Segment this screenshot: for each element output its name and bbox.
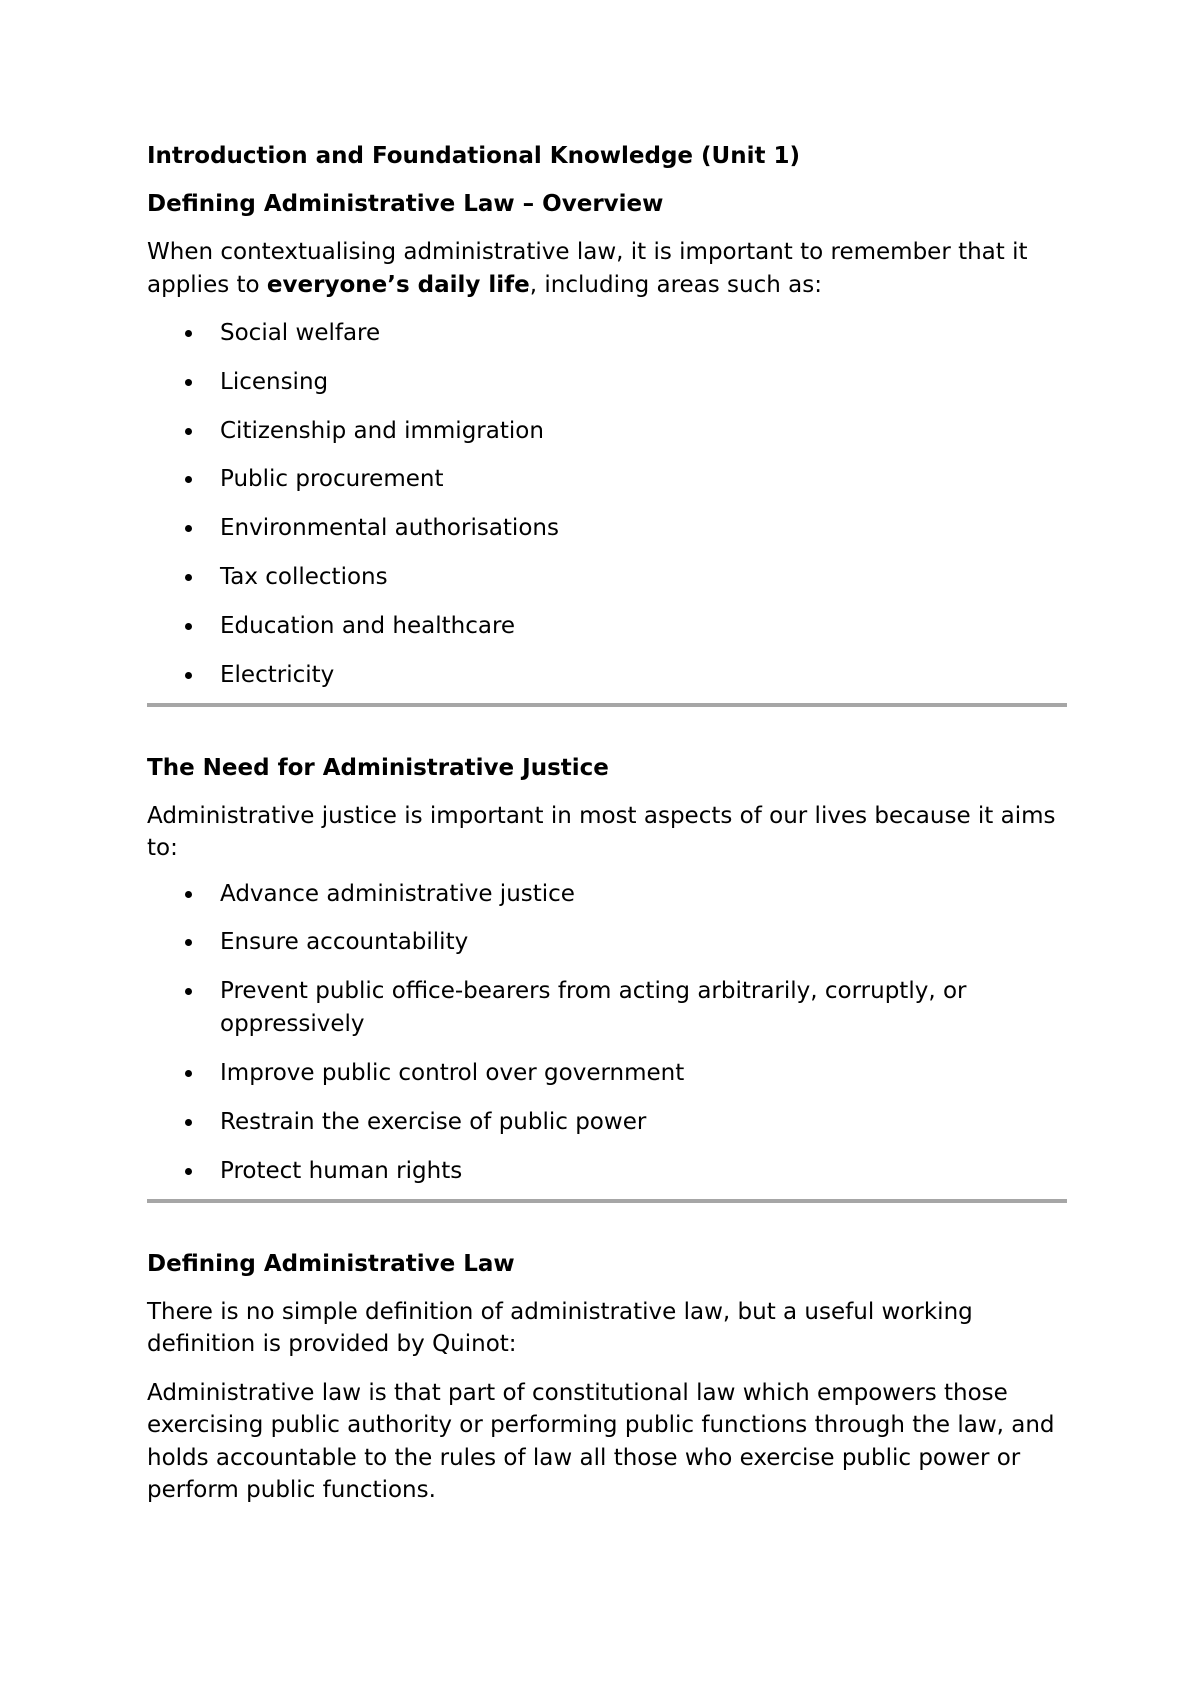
list-item — [147, 1155, 1067, 1187]
list-item — [147, 1057, 1067, 1089]
list-item-text: Prevent public office-bearers from acting arbitrarily, corruptly, or oppressively — [220, 978, 967, 1037]
need-intro-paragraph: Administrative justice is important in most aspects of our lives because it aims to: — [147, 802, 1056, 862]
list-item — [147, 415, 1067, 447]
list-item-text: Electricity — [220, 661, 335, 688]
list-item-text: Tax collections — [220, 563, 388, 590]
definition-paragraph: Administrative law is that part of constitutional law which empowers those exercising public authority or performing public functions through the law, and holds accountable to the rules of law all those who exercise public power or perform public functions. — [147, 1379, 1055, 1504]
list-item — [147, 926, 1067, 958]
bullet-icon — [185, 988, 192, 995]
bullet-icon — [185, 379, 192, 386]
list-item — [147, 878, 1067, 910]
list-item-text: Environmental authorisations — [220, 515, 559, 542]
bullet-icon — [185, 428, 192, 435]
bullet-icon — [185, 476, 192, 483]
bullet-icon — [185, 623, 192, 630]
bullet-icon — [185, 672, 192, 679]
list-item-text: Citizenship and immigration — [220, 417, 544, 444]
list-item — [147, 317, 1067, 349]
list-item — [147, 610, 1067, 642]
list-item — [147, 366, 1067, 398]
list-item-text: Restrain the exercise of public power — [220, 1108, 647, 1135]
list-item-text: Advance administrative justice — [220, 880, 575, 907]
bullet-icon — [185, 1119, 192, 1126]
bullet-icon — [185, 330, 192, 337]
list-item-text: Education and healthcare — [220, 612, 516, 639]
section-heading-need: The Need for Administrative Justice — [147, 754, 609, 781]
list-item-text: Ensure accountability — [220, 929, 469, 956]
overview-intro-paragraph — [147, 236, 1067, 301]
list-item-text: Improve public control over government — [220, 1059, 685, 1086]
list-item-text: Social welfare — [220, 320, 381, 346]
bullet-icon — [185, 525, 192, 532]
overview-areas-list — [147, 317, 1067, 691]
list-item — [147, 1106, 1067, 1138]
section-divider — [147, 1199, 1067, 1203]
overview-intro-emphasis: everyone’s daily life — [266, 271, 530, 298]
list-item — [147, 463, 1067, 495]
list-item-text: Licensing — [220, 368, 329, 395]
list-item-text: Public procurement — [220, 466, 444, 493]
list-item — [147, 561, 1067, 593]
list-item — [147, 975, 1067, 1040]
section-divider — [147, 703, 1067, 707]
overview-intro-text: When contextualising administrative law, it is important to remember that it applies to — [147, 239, 1028, 298]
bullet-icon — [185, 1070, 192, 1077]
section-heading-definition: Defining Administrative Law — [147, 1250, 515, 1277]
list-item-text: Protect human rights — [220, 1157, 463, 1184]
bullet-icon — [185, 574, 192, 581]
bullet-icon — [185, 939, 192, 946]
list-item — [147, 659, 1067, 691]
need-aims-list — [147, 878, 1067, 1187]
bullet-icon — [185, 1168, 192, 1175]
unit-title: Introduction and Foundational Knowledge (Unit 1) — [147, 143, 800, 169]
bullet-icon — [185, 891, 192, 898]
list-item — [147, 512, 1067, 544]
section-heading-overview: Defining Administrative Law – Overview — [147, 191, 664, 217]
definition-intro-paragraph: There is no simple definition of administrative law, but a useful working definition is provided by Quinot: — [147, 1298, 973, 1358]
overview-intro-text-end: , including areas such as: — [529, 271, 822, 298]
document-content — [147, 140, 1067, 1523]
